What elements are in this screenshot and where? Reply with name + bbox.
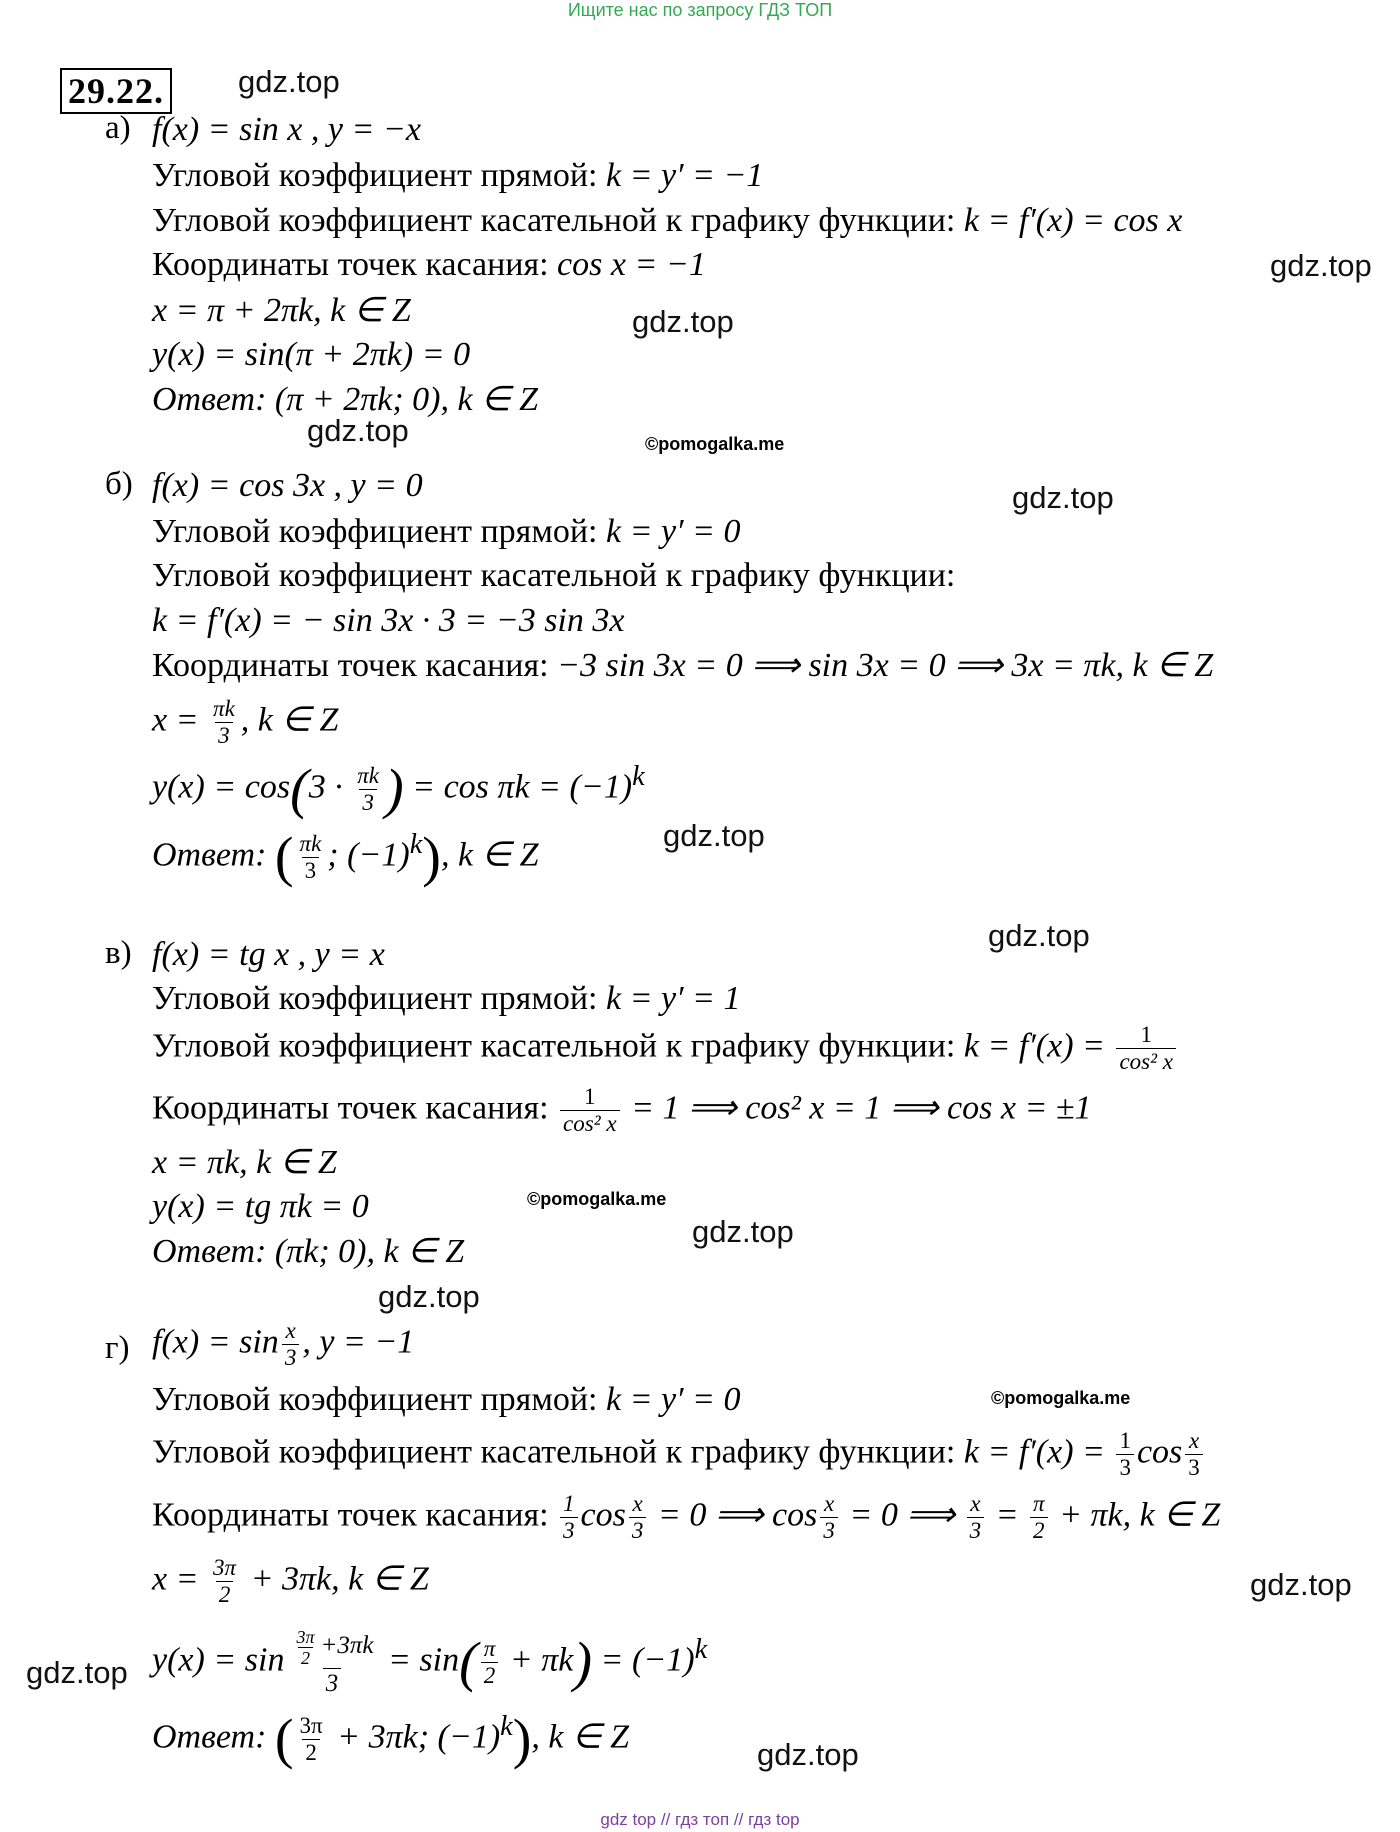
numerator: x [1188, 1428, 1200, 1453]
slope-line-row [152, 1380, 741, 1420]
numerator: πk [299, 831, 322, 857]
slope-line-row [152, 979, 741, 1019]
points-row [152, 245, 706, 285]
numerator: 1 [1119, 1428, 1131, 1453]
text: , y = −1 [302, 1323, 415, 1361]
denominator: cos² x [1116, 1048, 1176, 1075]
slope-tangent-row [152, 556, 955, 596]
fraction [210, 1555, 239, 1608]
numerator: πk [213, 696, 235, 721]
fraction [560, 1084, 620, 1137]
numerator: 3π [296, 1627, 315, 1647]
slope-tangent-row [152, 1022, 1179, 1075]
watermark: ©pomogalka.me [645, 434, 785, 454]
numerator: 1 [1140, 1022, 1152, 1047]
text: + 3πk; (−1) [328, 1718, 501, 1756]
text: Координаты точек касания: [152, 647, 558, 684]
numerator: x [824, 1491, 835, 1516]
formula: cos x = −1 [557, 246, 706, 283]
answer-label: Ответ: [152, 381, 275, 418]
fraction [1116, 1428, 1134, 1481]
text: = 0 ⟹ cos [649, 1496, 818, 1534]
fraction [354, 763, 382, 816]
text: Угловой коэффициент прямой: [152, 980, 606, 1017]
answer-row: Ответ: ( $\frac{\pi k}{3}$ ; $(-1)^k$), k ∈ Z [152, 826, 539, 889]
y-value: y(x) = sin $\frac{3\pi}{2}$ +3πk 3 = sin( $\frac{\pi}{2}$ + $\pi k) = (-1)^k$ [152, 1627, 708, 1697]
denominator: 3 [1116, 1454, 1134, 1481]
answer-value: (π + 2πk; 0), k ∈ Z [274, 381, 539, 418]
formula: k = y′ = 1 [605, 980, 741, 1017]
exponent: k [632, 761, 645, 792]
points-row [152, 1084, 1092, 1137]
footer-separator: // [660, 1810, 671, 1829]
formula: k = y′ = 0 [605, 1381, 741, 1418]
formula: −3 sin 3x = 0 ⟹ sin 3x = 0 ⟹ 3x = πk, k ∈ Z [557, 647, 1214, 684]
answer-value: (πk; 0), k ∈ Z [274, 1233, 465, 1270]
x-solution: x = π + 2πk, k ∈ Z [152, 292, 411, 329]
denominator: 2 [216, 1581, 234, 1608]
text: y(x) = sin [152, 1641, 285, 1679]
text: cos [580, 1496, 626, 1534]
numerator: x [632, 1491, 643, 1516]
x-solution: x = πk, k ∈ Z [152, 1144, 337, 1181]
watermark: gdz.top [378, 1279, 480, 1314]
denominator: 3 [282, 1344, 300, 1371]
denominator: 3 [359, 789, 377, 816]
text: = [987, 1496, 1028, 1534]
formula: k = f′(x) = [963, 1027, 1114, 1065]
function-line [152, 1318, 414, 1371]
answer-row [152, 1232, 464, 1272]
text: , k ∈ Z [240, 701, 339, 739]
text: +3πk [320, 1632, 374, 1660]
top-banner[interactable]: Ищите нас по запросу ГДЗ ТОП [567, 0, 833, 20]
denominator: 2 [298, 1647, 313, 1668]
watermark: gdz.top [663, 818, 765, 853]
numerator: 1 [563, 1491, 575, 1516]
y-value: y(x) = cos(3 · $\frac{\pi k}{3}$ ) = $\cos \pi k = (-1)^k$ [152, 758, 645, 821]
text: = 0 ⟹ [840, 1496, 964, 1534]
watermark: gdz.top [26, 1655, 128, 1690]
formula: k = y′ = 0 [605, 513, 741, 550]
text: Угловой коэффициент прямой: [152, 157, 606, 194]
text: = cos πk = (−1) [403, 768, 633, 806]
text: Координаты точек касания: [152, 1496, 558, 1534]
denominator: 3 [560, 1517, 578, 1544]
fraction [967, 1491, 985, 1544]
text: x = [152, 1560, 208, 1598]
footer-links[interactable] [0, 1810, 1400, 1830]
part-label: в) [105, 935, 132, 971]
slope-line-row [152, 512, 741, 552]
text: , k ∈ Z [440, 836, 539, 874]
answer-label: Ответ: [152, 1718, 275, 1756]
numerator: 1 [584, 1084, 596, 1109]
denominator: 3 [323, 1668, 342, 1698]
footer-separator: // [733, 1810, 744, 1829]
footer-link[interactable]: гдз top [748, 1810, 800, 1829]
text: + πk, k ∈ Z [1050, 1496, 1221, 1534]
watermark: ©pomogalka.me [991, 1388, 1131, 1408]
text: 3 · [308, 768, 352, 806]
fraction [481, 1636, 499, 1689]
text: Угловой коэффициент касательной к графику функции: [152, 202, 964, 239]
function-line: f(x) = sin x , y = −x [152, 111, 421, 148]
fraction [297, 831, 325, 884]
formula: k = f′(x) = [963, 1433, 1114, 1471]
denominator: 3 [629, 1517, 647, 1544]
points-row [152, 1491, 1220, 1544]
exponent: k [500, 1711, 513, 1742]
watermark: gdz.top [238, 64, 340, 99]
answer-row [152, 380, 538, 420]
watermark: ©pomogalka.me [527, 1189, 667, 1209]
answer-label: Ответ: [152, 836, 275, 874]
numerator: π [1033, 1491, 1045, 1516]
denominator: 3 [215, 722, 233, 749]
function-line: f(x) = cos 3x , y = 0 [152, 467, 423, 504]
numerator: x [285, 1318, 296, 1343]
part-label: б) [105, 466, 133, 502]
x-solution [152, 1555, 429, 1608]
text: Угловой коэффициент прямой: [152, 513, 606, 550]
text: f(x) = sin [152, 1323, 279, 1361]
text: Координаты точек касания: [152, 1089, 558, 1127]
part-label: г) [105, 1330, 130, 1366]
y-value: y(x) = sin(π + 2πk) = 0 [152, 336, 471, 373]
derivative-line: k = f′(x) = − sin 3x · 3 = −3 sin 3x [152, 602, 625, 639]
fraction [560, 1491, 578, 1544]
watermark: gdz.top [988, 918, 1090, 953]
watermark: gdz.top [1012, 480, 1114, 515]
denominator: 3 [302, 857, 320, 884]
denominator: 2 [1030, 1517, 1048, 1544]
text: Угловой коэффициент касательной к графику функции: [152, 557, 956, 594]
text: , k ∈ Z [531, 1718, 630, 1756]
denominator: 3 [1185, 1454, 1203, 1481]
exponent: k [694, 1633, 708, 1665]
footer-link[interactable]: gdz top [600, 1810, 657, 1829]
watermark: gdz.top [757, 1737, 859, 1772]
function-line: f(x) = tg x , y = x [152, 936, 385, 973]
denominator: 2 [302, 1739, 320, 1766]
part-label: а) [105, 110, 131, 146]
denominator: 3 [967, 1517, 985, 1544]
answer-row: Ответ: ( $\frac{3\pi}{2}$ + 3πk; $(-1)^k$), k ∈ Z [152, 1708, 630, 1771]
fraction [282, 1318, 300, 1371]
text: ; (−1) [327, 836, 410, 874]
fraction [287, 1627, 376, 1698]
y-value: y(x) = tg πk = 0 [152, 1188, 369, 1225]
text: + 3πk, k ∈ Z [242, 1560, 429, 1598]
numerator [287, 1627, 376, 1668]
watermark: gdz.top [307, 413, 409, 448]
fraction [297, 1713, 326, 1766]
text: = (−1) [592, 1641, 695, 1679]
slope-tangent-row [152, 1428, 1206, 1481]
footer-link[interactable]: гдз топ [675, 1810, 730, 1829]
formula: = 1 ⟹ cos² x = 1 ⟹ cos x = ±1 [622, 1089, 1092, 1127]
text: Угловой коэффициент касательной к графику функции: [152, 1027, 964, 1065]
formula: k = f′(x) = cos x [963, 202, 1183, 239]
numerator: π [483, 1636, 496, 1661]
denominator: 2 [481, 1662, 499, 1689]
numerator: πk [357, 763, 379, 789]
watermark: gdz.top [632, 304, 734, 339]
problem-number: 29.22. [60, 68, 172, 114]
denominator: cos² x [560, 1110, 620, 1137]
text: y(x) = cos [152, 768, 291, 806]
fraction [293, 1627, 317, 1668]
slope-tangent-row [152, 201, 1182, 241]
text: + πk [501, 1641, 574, 1679]
x-solution [152, 696, 338, 749]
watermark: gdz.top [1250, 1567, 1352, 1602]
text: Координаты точек касания: [152, 246, 558, 283]
fraction [1185, 1428, 1203, 1481]
text: Угловой коэффициент прямой: [152, 1381, 606, 1418]
text: = sin [379, 1641, 460, 1679]
formula: k = y′ = −1 [605, 157, 764, 194]
fraction [820, 1491, 838, 1544]
watermark: gdz.top [692, 1214, 794, 1249]
text: x = [152, 701, 208, 739]
denominator: 3 [820, 1517, 838, 1544]
fraction [210, 696, 238, 749]
text: Угловой коэффициент касательной к графику функции: [152, 1433, 964, 1471]
fraction [1116, 1022, 1176, 1075]
fraction [1030, 1491, 1048, 1544]
points-row [152, 646, 1213, 686]
exponent: k [409, 829, 423, 860]
text: cos [1136, 1433, 1183, 1471]
watermark: gdz.top [1270, 248, 1372, 283]
numerator: 3π [213, 1555, 237, 1580]
numerator: 3π [299, 1713, 323, 1739]
fraction [629, 1491, 647, 1544]
numerator: x [970, 1491, 981, 1516]
answer-label: Ответ: [152, 1233, 275, 1270]
slope-line-row [152, 156, 763, 196]
